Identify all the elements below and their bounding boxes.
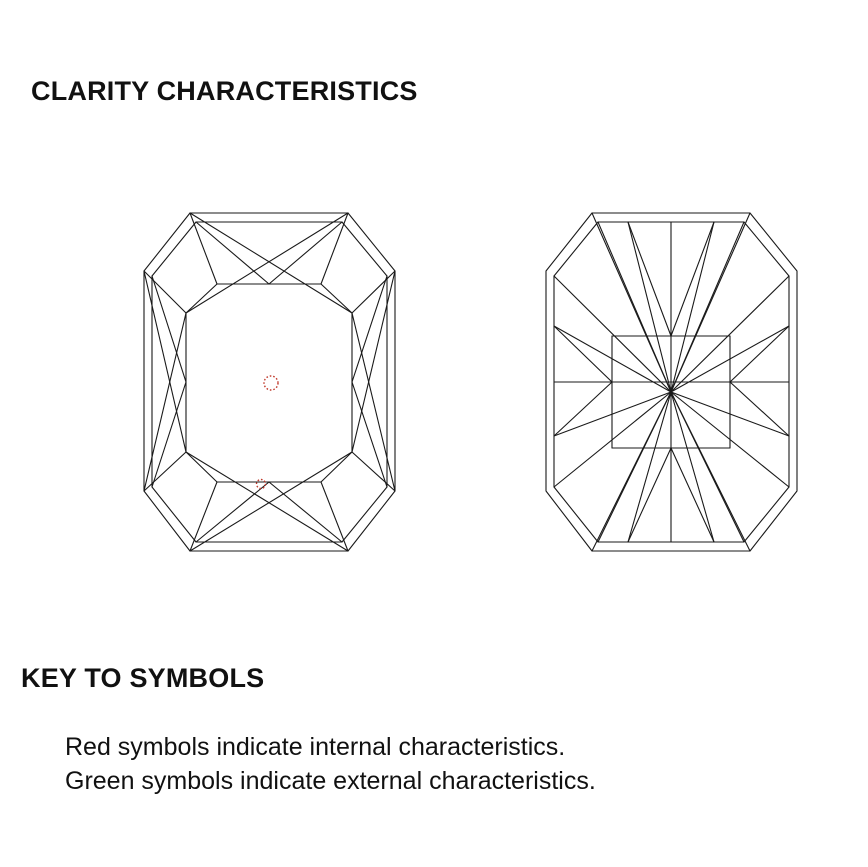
- pavilion-facet-line: [554, 382, 612, 436]
- crown-facet-line: [186, 213, 348, 313]
- crown-facet-line: [352, 452, 395, 491]
- crown-view-diagram: [144, 213, 395, 551]
- pavilion-facet-line: [730, 382, 789, 436]
- clarity-plot-diagrams: [0, 196, 868, 586]
- crown-facet-line: [190, 452, 352, 551]
- gem-plot-svg: [0, 196, 868, 586]
- crown-facet-line: [190, 213, 352, 313]
- pavilion-facet-line: [671, 222, 714, 336]
- crown-facet-line: [190, 482, 217, 551]
- crown-facet-line: [269, 482, 342, 542]
- pavilion-facet-line: [628, 222, 671, 336]
- crown-facet-line: [144, 452, 186, 491]
- crown-facet-line: [269, 222, 342, 284]
- pavilion-facet-line: [628, 448, 671, 542]
- internal-symbol-crystal: [264, 376, 278, 390]
- crown-facet-line: [144, 271, 186, 313]
- clarity-characteristics-heading: CLARITY CHARACTERISTICS: [31, 76, 418, 106]
- crown-facet-line: [321, 482, 348, 551]
- pavilion-facet-line: [671, 213, 750, 392]
- pavilion-facet-line: [671, 392, 750, 551]
- key-line-internal: Red symbols indicate internal characteristics.: [65, 733, 566, 761]
- crown-facet-line: [186, 452, 348, 551]
- crown-table-facet: [186, 284, 352, 482]
- pavilion-view-diagram: [546, 213, 797, 551]
- pavilion-facet-line: [671, 448, 714, 542]
- crown-outline: [144, 213, 395, 551]
- crown-facet-line: [190, 213, 217, 284]
- crown-facet-line: [196, 482, 269, 542]
- key-line-external: Green symbols indicate external characteristics.: [65, 767, 596, 795]
- crown-facet-line: [321, 213, 348, 284]
- key-to-symbols-text: [65, 730, 596, 798]
- pavilion-facet-line: [592, 392, 671, 551]
- internal-symbol-crystal: [257, 480, 266, 489]
- pavilion-facet-line: [592, 213, 671, 392]
- key-to-symbols-heading: KEY TO SYMBOLS: [21, 663, 265, 693]
- crown-facet-line: [196, 222, 269, 284]
- crown-facet-line: [352, 271, 395, 313]
